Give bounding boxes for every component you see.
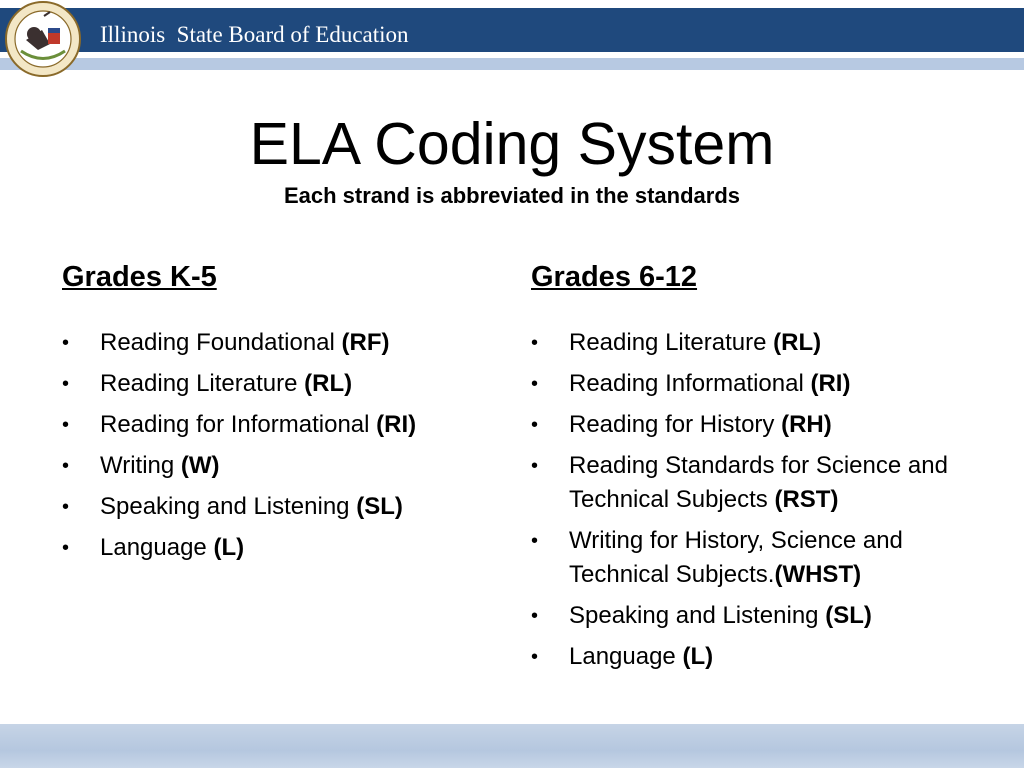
strand-name: Speaking and Listening — [569, 602, 826, 629]
strand-code: (SL) — [356, 493, 403, 520]
strand-name: Writing for History, Science and Technical Subjects. — [569, 527, 903, 588]
list-item — [531, 599, 969, 633]
strand-code: (RI) — [376, 411, 417, 438]
bullet-icon: • — [62, 455, 70, 477]
bullet-icon: • — [62, 414, 70, 436]
list-item — [531, 524, 929, 592]
list-item — [531, 326, 969, 360]
page-subtitle: Each strand is abbreviated in the standards — [283, 183, 741, 208]
strand-name: Language — [569, 643, 683, 670]
strand-code: (RH) — [781, 411, 832, 438]
strand-code: (W) — [180, 452, 220, 479]
strand-code: (WHST) — [774, 561, 862, 588]
strand-code: (RI) — [810, 370, 851, 397]
strand-name: Reading for Informational — [100, 411, 377, 438]
list-item — [531, 367, 969, 401]
bullet-icon: • — [62, 332, 70, 354]
bullet-icon: • — [62, 537, 70, 559]
bullet-icon: • — [531, 455, 539, 477]
bullet-icon: • — [62, 373, 70, 395]
list-item — [531, 449, 969, 517]
strand-name: Reading Standards for Science and Technical Subjects — [569, 452, 948, 513]
strand-name: Reading Literature — [569, 329, 774, 356]
strand-name: Writing — [100, 452, 181, 479]
right-column-heading: Grades 6-12 — [531, 261, 698, 293]
strand-name: Speaking and Listening — [100, 493, 357, 520]
bullet-icon: • — [531, 332, 539, 354]
state-seal-logo — [4, 0, 82, 78]
left-strand-list — [62, 326, 502, 565]
strand-name: Language — [100, 534, 214, 561]
strand-name: Reading Foundational — [100, 329, 342, 356]
footer-bar — [0, 724, 1024, 768]
list-item — [62, 326, 502, 360]
right-column — [531, 258, 991, 681]
strand-code: (RL) — [304, 370, 353, 397]
header-banner — [0, 8, 1024, 52]
strand-name: Reading for History — [569, 411, 782, 438]
list-item — [531, 408, 969, 442]
strand-name: Reading Literature — [100, 370, 305, 397]
list-item — [62, 490, 502, 524]
strand-code: (RST) — [774, 486, 839, 513]
list-item — [62, 449, 502, 483]
org-name: Illinois State Board of Education — [100, 22, 409, 47]
bullet-icon: • — [531, 530, 539, 552]
left-column — [62, 258, 502, 572]
page-title: ELA Coding System — [249, 111, 775, 177]
list-item — [62, 531, 502, 565]
right-strand-list — [531, 326, 991, 674]
strand-code: (SL) — [825, 602, 872, 629]
strand-code: (RF) — [341, 329, 390, 356]
strand-name: Reading Informational — [569, 370, 811, 397]
left-column-heading: Grades K-5 — [62, 261, 217, 293]
bullet-icon: • — [531, 373, 539, 395]
strand-code: (RL) — [773, 329, 822, 356]
bullet-icon: • — [531, 414, 539, 436]
bullet-icon: • — [531, 605, 539, 627]
strand-code: (L) — [682, 643, 714, 670]
list-item — [62, 408, 502, 442]
bullet-icon: • — [62, 496, 70, 518]
bullet-icon: • — [531, 646, 539, 668]
strand-code: (L) — [213, 534, 245, 561]
list-item — [62, 367, 502, 401]
list-item — [531, 640, 969, 674]
header-stripe — [0, 58, 1024, 70]
